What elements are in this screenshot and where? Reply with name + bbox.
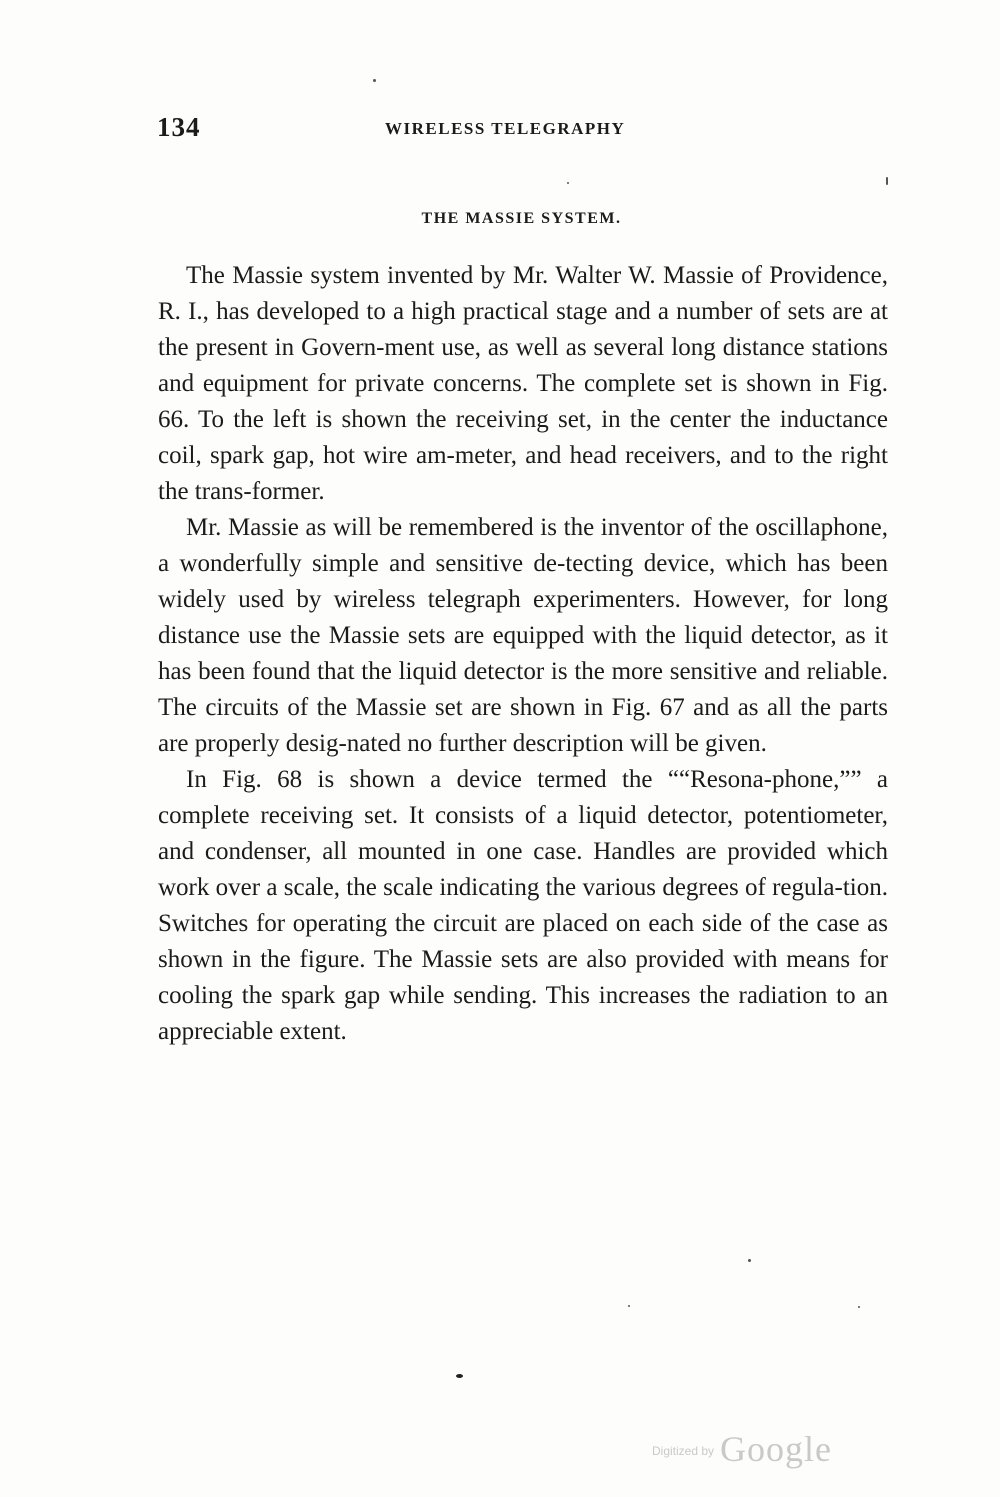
- scan-speck: [886, 177, 888, 185]
- watermark-prefix: Digitized by: [652, 1444, 715, 1458]
- google-logo: Google: [720, 1429, 833, 1469]
- digitized-by-google-watermark: [652, 1428, 832, 1470]
- scan-speck: [748, 1259, 751, 1262]
- scan-speck: [456, 1374, 463, 1378]
- running-head: [157, 112, 892, 148]
- scan-speck: [567, 182, 569, 184]
- paragraph: In Fig. 68 is shown a device termed the ““Resona-phone,”” a complete receiving set. It consists of a liquid detector, potentiometer, and condenser, all mounted in one case. Handles are provided which work over a scale, the scale indicating the various degrees of regula-tion. Switches for operating the circuit are placed on each side of the case as shown in the figure. The Massie sets are also provided with means for cooling the spark gap while sending. This increases the radiation to an appreciable extent.: [158, 766, 888, 1045]
- page-number: 134: [157, 112, 201, 142]
- paragraph: The Massie system invented by Mr. Walter W. Massie of Providence, R. I., has developed to a high practical stage and a number of sets are at the present in Govern-ment use, as well as several long distance stations and equipment for private concerns. The complete set is shown in Fig. 66. To the left is shown the receiving set, in the center the inductance coil, spark gap, hot wire am-meter, and head receivers, and to the right the trans-former.: [158, 262, 888, 505]
- scan-speck: [628, 1305, 630, 1307]
- running-title: WIRELESS TELEGRAPHY: [385, 119, 626, 138]
- scan-speck: [858, 1306, 860, 1308]
- section-heading: THE MASSIE SYSTEM.: [421, 210, 622, 227]
- paragraph: Mr. Massie as will be remembered is the inventor of the oscillaphone, a wonderfully simple and sensitive de-tecting device, which has been widely used by wireless telegraph experimenters. However, for long distance use the Massie sets are equipped with the liquid detector, as it has been found that the liquid detector is the more sensitive and reliable. The circuits of the Massie set are shown in Fig. 67 and as all the parts are properly desig-nated no further description will be given.: [158, 514, 888, 757]
- scan-speck: [373, 79, 376, 82]
- body-text: [158, 258, 888, 1050]
